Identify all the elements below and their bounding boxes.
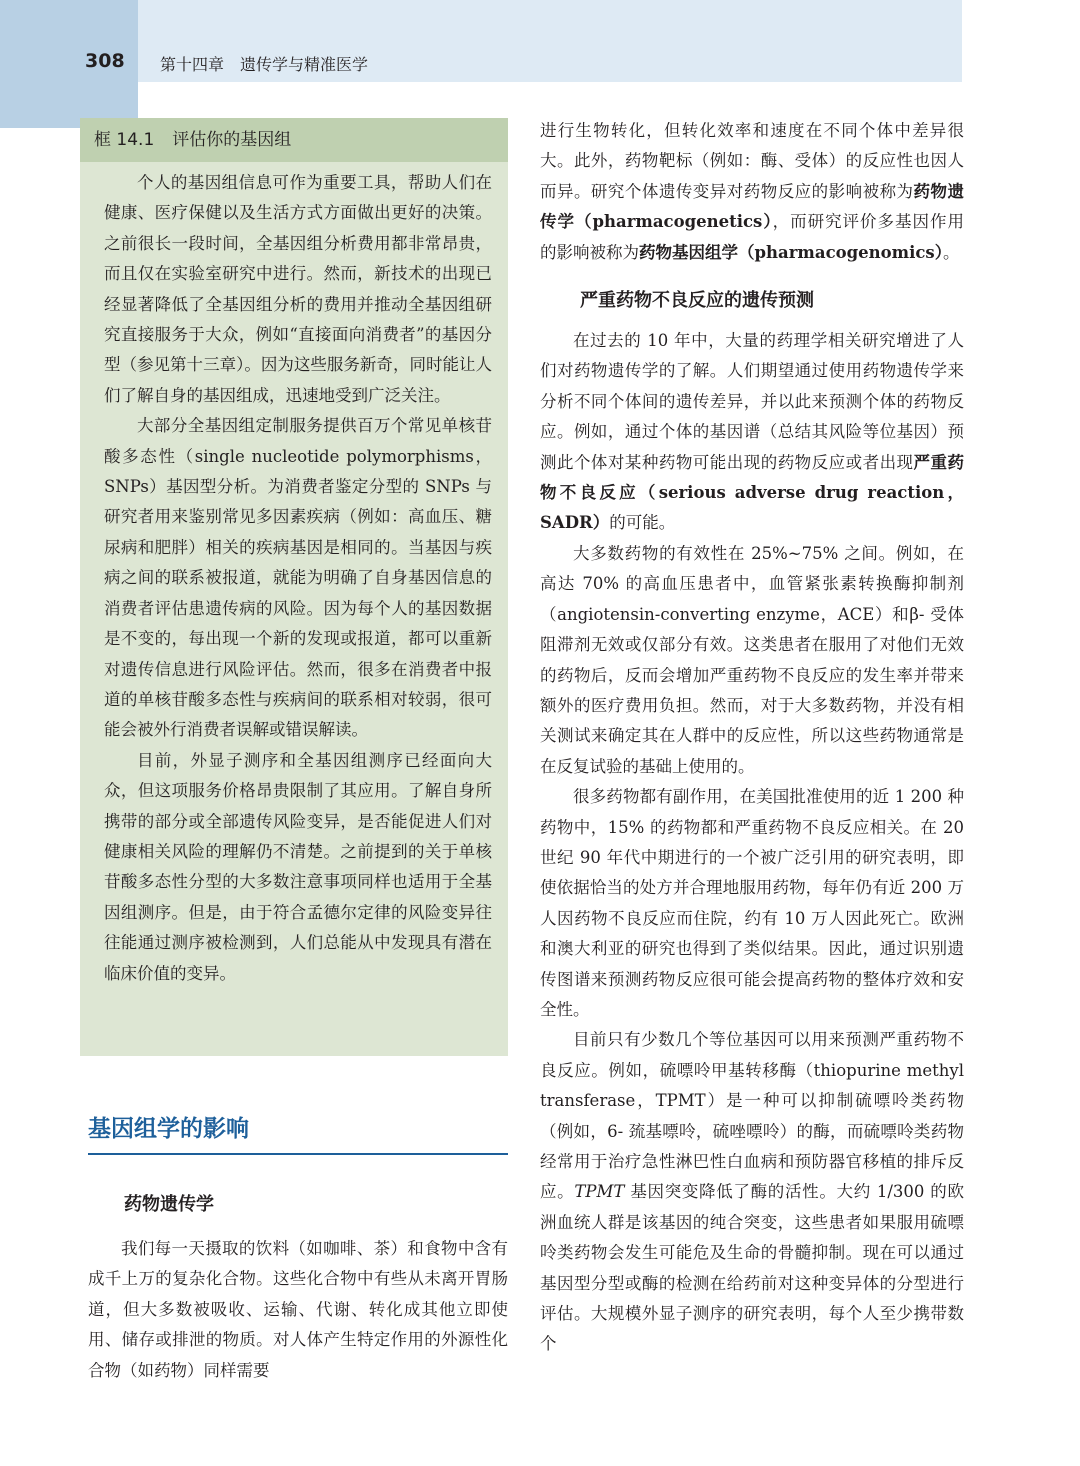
chapter-number: 第十四章 (160, 55, 225, 74)
box-label: 框 14.1 (94, 130, 155, 150)
body-paragraph: 大多数药物的有效性在 25%~75% 之间。例如，在高达 70% 的高血压患者中，血管紧张素转换酶抑制剂（angiotensin-converting enzyme，ACE）和β- 受体阻滞剂无效或仅部分有效。这类患者在服用了对他们无效的药物后，反而会增加严重药物不良反应的发生率并带来额外的医疗费用负担。然而，对于大多数药物，并没有相关测试来确定其在人群中的反应性，所以这些药物通常是在反复试验的基础上使用的。 (540, 543, 964, 776)
term-sadr: 严重药物不良反应（serious adverse drug reaction，SADR） (540, 452, 965, 533)
body-paragraph: 在过去的 10 年中，大量的药理学相关研究增进了人们对药物遗传学的了解。人们期望通过使用药物遗传学来分析不同个体间的遗传差异，并以此来预测个体的药物反应。例如，通过个体的基因谱（总结其风险等位基因）预测此个体对某种药物可能出现的药物反应或者出现严重药物不良反应（serious adverse drug reaction，SADR）的可能。 (540, 331, 965, 533)
body-paragraph: 目前只有少数几个等位基因可以用来预测严重药物不良反应。例如，硫嘌呤甲基转移酶（thiopurine methyl transferase，TPMT）是一种可以抑制硫嘌呤类药物（例如，6- 巯基嘌呤，硫唑嘌呤）的酶，而硫嘌呤类药物经常用于治疗急性淋巴性白血病和预防器官移植的排斥反应。TPMT 基因突变降低了酶的活性。大约 1/300 的欧洲血统人群是该基因的纯合突变，这些患者如果服用硫嘌呤类药物会发生可能危及生命的骨髓抑制。现在可以通过基因型分型或酶的检测在给药前对这种变异体的分型进行评估。大规模外显子测序的研究表明，每个人至少携带数个 (540, 1030, 964, 1354)
box-paragraph: 个人的基因组信息可作为重要工具，帮助人们在健康、医疗保健以及生活方式方面做出更好的决策。之前很长一段时间，全基因组分析费用都非常昂贵，而且仅在实验室研究中进行。然而，新技术的出现已经显著降低了全基因组分析的费用并推动全基因组研究直接服务于大众，例如“直接面向消费者”的基因分型（参见第十三章）。因为这些服务新奇，同时能让人们了解自身的基因组成，迅速地受到广泛关注。 (104, 173, 492, 405)
subheading-sadr: 严重药物不良反应的遗传预测 (580, 290, 814, 312)
left-bottom-text (88, 1234, 508, 1386)
page-number: 308 (85, 50, 125, 72)
box-14-1 (80, 118, 508, 1056)
running-head (160, 52, 384, 75)
right-column (540, 116, 964, 1360)
gene-name: TPMT (574, 1182, 625, 1202)
body-paragraph: 我们每一天摄取的饮料（如咖啡、茶）和食物中含有成千上万的复杂化合物。这些化合物中有些从未离开胃肠道，但大多数被吸收、运输、代谢、转化成其他立即使用、储存或排泄的物质。对人体产生特定作用的外源性化合物（如药物）同样需要 (88, 1239, 508, 1380)
box-title-text: 评估你的基因组 (172, 130, 292, 150)
continuation-paragraph: 进行生物转化，但转化效率和速度在不同个体中差异很大。此外，药物靶标（例如：酶、受体）的反应性也因人而异。研究个体遗传变异对药物反应的影响被称为药物遗传学（pharmacogenetics），而研究评价多基因作用的影响被称为药物基因组学（pharmacogenomics）。 (540, 121, 965, 262)
box-paragraph: 目前，外显子测序和全基因组测序已经面向大众，但这项服务价格昂贵限制了其应用。了解自身所携带的部分或全部遗传风险变异，是否能促进人们对健康相关风险的理解仍不清楚。之前提到的关于单核苷酸多态性分型的大多数注意事项同样也适用于全基因组测序。但是，由于符合孟德尔定律的风险变异往往能通过测序被检测到，人们总能从中发现具有潜在临床价值的变异。 (104, 750, 492, 983)
box-title (80, 118, 508, 162)
subheading-pharmacogenetics: 药物遗传学 (124, 1194, 214, 1215)
body-paragraph: 很多药物都有副作用，在美国批准使用的近 1 200 种药物中，15% 的药物都和严重药物不良反应相关。在 20 世纪 90 年代中期进行的一个被广泛引用的研究表明，即使依据恰当的处方并合理地服用药物，每年仍有近 200 万人因药物不良反应而住院，约有 10 万人因此死亡。欧洲和澳大利亚的研究也得到了类似结果。因此，通过识别遗传图谱来预测药物反应很可能会提高药物的整体疗效和安全性。 (540, 787, 964, 1019)
chapter-title: 遗传学与精准医学 (240, 55, 369, 74)
term-pharmacogenomics: 药物基因组学（pharmacogenomics） (639, 242, 943, 262)
box-paragraph: 大部分全基因组定制服务提供百万个常见单核苷酸多态性（single nucleotide polymorphisms，SNPs）基因型分析。为消费者鉴定分型的 SNPs 与研究者用来鉴别常见多因素疾病（例如：高血压、糖尿病和肥胖）相关的疾病基因是相同的。当基因与疾病之间的联系被报道，就能为明确了自身基因信息的消费者评估患遗传病的风险。因为每个人的基因数据是不变的，每出现一个新的发现或报道，都可以重新对遗传信息进行风险评估。然而，很多在消费者中报道的单核苷酸多态性与疾病间的联系相对较弱，很可能会被外行消费者误解或错误解读。 (104, 416, 492, 740)
section-heading: 基因组学的影响 (88, 1110, 508, 1155)
term-pharmacogenetics: 药物遗传学（pharmacogenetics） (540, 181, 965, 232)
box-body (80, 162, 508, 989)
